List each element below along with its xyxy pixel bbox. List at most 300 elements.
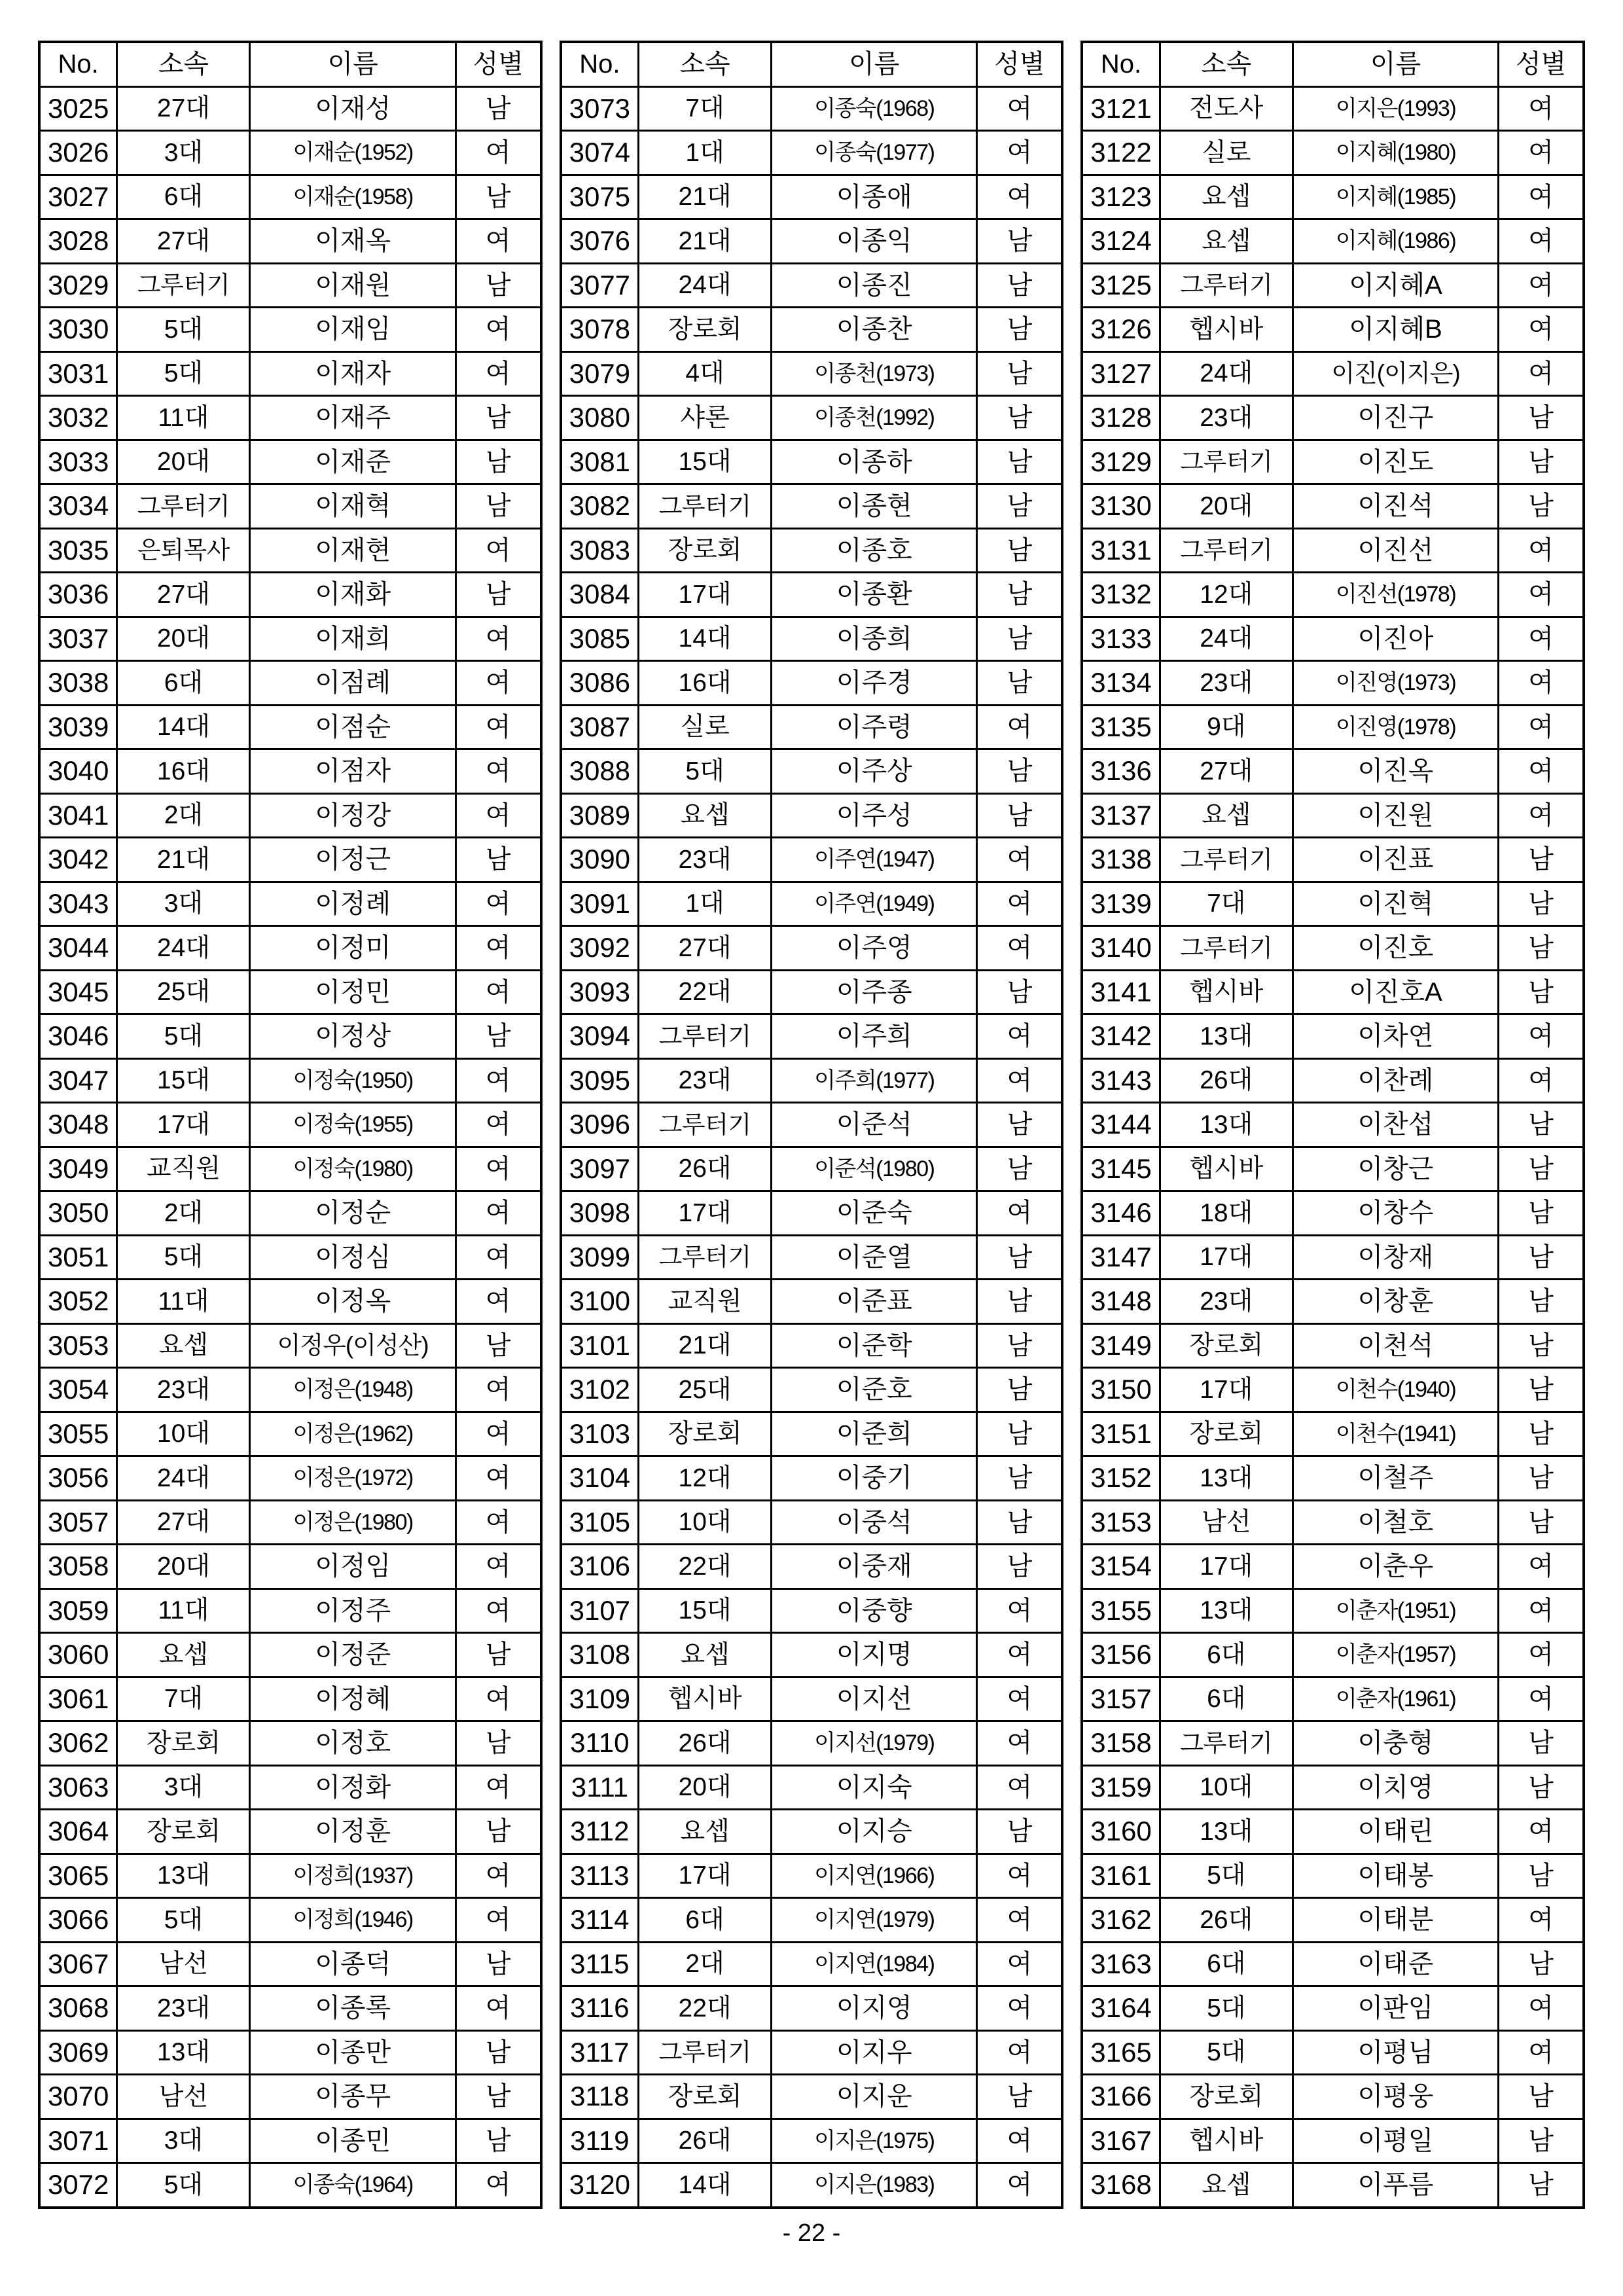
cell-name: 이철호 <box>1293 1500 1498 1545</box>
cell-affiliation: 샤론 <box>639 396 772 440</box>
cell-member-no: 3101 <box>561 1323 639 1368</box>
table-row <box>1082 1500 1584 1545</box>
cell-gender: 남 <box>977 351 1062 396</box>
cell-name: 이재성 <box>250 86 455 131</box>
cell-gender: 여 <box>455 1412 541 1456</box>
table-row <box>1082 2075 1584 2119</box>
table-row <box>1082 1368 1584 1412</box>
cell-gender: 남 <box>977 308 1062 352</box>
cell-affiliation: 그루터기 <box>639 1235 772 1280</box>
cell-affiliation: 13대 <box>1160 1014 1293 1059</box>
cell-member-no: 3044 <box>39 926 117 971</box>
cell-name: 이점자 <box>250 749 455 794</box>
table-row <box>561 1854 1063 1898</box>
cell-name: 이중석 <box>772 1500 977 1545</box>
cell-affiliation: 요셉 <box>1160 793 1293 838</box>
cell-affiliation: 그루터기 <box>639 2030 772 2075</box>
table-row <box>1082 2030 1584 2075</box>
cell-member-no: 3054 <box>39 1368 117 1412</box>
cell-member-no: 3107 <box>561 1588 639 1633</box>
cell-name: 이종숙(1977) <box>772 131 977 175</box>
cell-member-no: 3119 <box>561 2119 639 2163</box>
cell-member-no: 3064 <box>39 1810 117 1854</box>
table-row <box>39 175 541 219</box>
table-row <box>561 1810 1063 1854</box>
cell-affiliation: 요셉 <box>117 1633 250 1677</box>
cell-member-no: 3159 <box>1082 1765 1160 1810</box>
table-row <box>1082 1103 1584 1147</box>
cell-member-no: 3146 <box>1082 1191 1160 1236</box>
cell-affiliation: 23대 <box>117 1986 250 2031</box>
cell-affiliation: 그루터기 <box>117 263 250 308</box>
cell-gender: 여 <box>1499 661 1584 706</box>
cell-name: 이주령 <box>772 705 977 749</box>
cell-gender: 여 <box>977 1721 1062 1766</box>
cell-affiliation: 13대 <box>1160 1810 1293 1854</box>
cell-member-no: 3133 <box>1082 617 1160 661</box>
table-row <box>39 970 541 1014</box>
cell-gender: 여 <box>455 1456 541 1501</box>
cell-affiliation: 요셉 <box>1160 2163 1293 2208</box>
table-row <box>561 705 1063 749</box>
table-row <box>561 1368 1063 1412</box>
cell-name: 이종천(1973) <box>772 351 977 396</box>
cell-affiliation: 11대 <box>117 1280 250 1324</box>
cell-affiliation: 장로회 <box>1160 1323 1293 1368</box>
directory-column-1 <box>38 41 543 2209</box>
cell-name: 이정순 <box>250 1191 455 1236</box>
cell-name: 이진선 <box>1293 528 1498 573</box>
cell-gender: 여 <box>455 1235 541 1280</box>
cell-name: 이종천(1992) <box>772 396 977 440</box>
cell-name: 이재준 <box>250 440 455 484</box>
cell-affiliation: 4대 <box>639 351 772 396</box>
table-row <box>39 219 541 264</box>
cell-name: 이정희(1937) <box>250 1854 455 1898</box>
cell-member-no: 3097 <box>561 1147 639 1191</box>
table-row <box>1082 793 1584 838</box>
cell-affiliation: 23대 <box>1160 661 1293 706</box>
table-row <box>39 1412 541 1456</box>
column-header-no: No. <box>561 42 639 86</box>
cell-affiliation: 24대 <box>1160 351 1293 396</box>
table-row <box>1082 263 1584 308</box>
member-table-body-1 <box>39 86 541 2208</box>
cell-member-no: 3108 <box>561 1633 639 1677</box>
cell-member-no: 3156 <box>1082 1633 1160 1677</box>
cell-name: 이중재 <box>772 1545 977 1589</box>
cell-name: 이주성 <box>772 793 977 838</box>
cell-affiliation: 26대 <box>639 2119 772 2163</box>
cell-name: 이재주 <box>250 396 455 440</box>
cell-affiliation: 2대 <box>117 1191 250 1236</box>
cell-name: 이주희(1977) <box>772 1058 977 1103</box>
table-row <box>561 484 1063 529</box>
table-row <box>561 749 1063 794</box>
cell-name: 이종애 <box>772 175 977 219</box>
member-table-1 <box>38 41 543 2209</box>
cell-gender: 남 <box>977 219 1062 264</box>
directory-column-2 <box>560 41 1064 2209</box>
cell-member-no: 3145 <box>1082 1147 1160 1191</box>
cell-gender: 남 <box>977 1456 1062 1501</box>
cell-member-no: 3050 <box>39 1191 117 1236</box>
cell-name: 이정옥 <box>250 1280 455 1324</box>
cell-gender: 여 <box>455 1500 541 1545</box>
cell-affiliation: 17대 <box>1160 1545 1293 1589</box>
cell-affiliation: 5대 <box>639 749 772 794</box>
cell-affiliation: 26대 <box>639 1721 772 1766</box>
cell-member-no: 3039 <box>39 705 117 749</box>
table-row <box>1082 1014 1584 1059</box>
cell-member-no: 3077 <box>561 263 639 308</box>
table-row <box>561 131 1063 175</box>
cell-affiliation: 6대 <box>1160 1633 1293 1677</box>
cell-affiliation: 5대 <box>117 2163 250 2208</box>
cell-gender: 남 <box>1499 1854 1584 1898</box>
cell-gender: 남 <box>455 1810 541 1854</box>
cell-affiliation: 23대 <box>639 1058 772 1103</box>
table-row <box>39 396 541 440</box>
cell-affiliation: 3대 <box>117 131 250 175</box>
table-row <box>39 440 541 484</box>
cell-gender: 남 <box>1499 440 1584 484</box>
cell-affiliation: 18대 <box>1160 1191 1293 1236</box>
cell-affiliation: 13대 <box>117 1854 250 1898</box>
cell-member-no: 3065 <box>39 1854 117 1898</box>
cell-name: 이지은(1983) <box>772 2163 977 2208</box>
table-row <box>1082 749 1584 794</box>
cell-member-no: 3123 <box>1082 175 1160 219</box>
cell-member-no: 3127 <box>1082 351 1160 396</box>
cell-gender: 여 <box>455 617 541 661</box>
cell-affiliation: 실로 <box>639 705 772 749</box>
table-row <box>1082 1412 1584 1456</box>
cell-member-no: 3152 <box>1082 1456 1160 1501</box>
table-row <box>39 1942 541 1986</box>
cell-gender: 남 <box>455 440 541 484</box>
cell-name: 이지승 <box>772 1810 977 1854</box>
table-row <box>561 1545 1063 1589</box>
cell-gender: 남 <box>1499 1942 1584 1986</box>
table-row <box>561 1103 1063 1147</box>
cell-gender: 여 <box>455 705 541 749</box>
cell-affiliation: 요셉 <box>639 793 772 838</box>
cell-name: 이진호 <box>1293 926 1498 971</box>
cell-gender: 여 <box>1499 528 1584 573</box>
cell-gender: 여 <box>977 2119 1062 2163</box>
cell-gender: 여 <box>455 1147 541 1191</box>
table-row <box>561 1986 1063 2031</box>
cell-gender: 남 <box>977 1280 1062 1324</box>
cell-affiliation: 24대 <box>1160 617 1293 661</box>
cell-gender: 남 <box>977 1500 1062 1545</box>
table-row <box>1082 926 1584 971</box>
cell-gender: 남 <box>1499 1765 1584 1810</box>
cell-member-no: 3080 <box>561 396 639 440</box>
cell-member-no: 3147 <box>1082 1235 1160 1280</box>
cell-name: 이정근 <box>250 838 455 882</box>
cell-affiliation: 16대 <box>117 749 250 794</box>
cell-name: 이정주 <box>250 1588 455 1633</box>
cell-gender: 여 <box>1499 1058 1584 1103</box>
table-row <box>561 1412 1063 1456</box>
cell-gender: 여 <box>1499 793 1584 838</box>
cell-name: 이종호 <box>772 528 977 573</box>
table-row <box>1082 1721 1584 1766</box>
cell-member-no: 3078 <box>561 308 639 352</box>
cell-member-no: 3143 <box>1082 1058 1160 1103</box>
table-row <box>39 1103 541 1147</box>
cell-member-no: 3038 <box>39 661 117 706</box>
cell-gender: 여 <box>455 1898 541 1943</box>
cell-gender: 여 <box>977 926 1062 971</box>
cell-affiliation: 15대 <box>639 1588 772 1633</box>
cell-name: 이치영 <box>1293 1765 1498 1810</box>
cell-member-no: 3041 <box>39 793 117 838</box>
cell-member-no: 3083 <box>561 528 639 573</box>
cell-gender: 남 <box>1499 484 1584 529</box>
cell-affiliation: 11대 <box>117 396 250 440</box>
cell-member-no: 3124 <box>1082 219 1160 264</box>
cell-name: 이정숙(1955) <box>250 1103 455 1147</box>
cell-name: 이지혜(1985) <box>1293 175 1498 219</box>
cell-member-no: 3058 <box>39 1545 117 1589</box>
cell-gender: 남 <box>1499 1500 1584 1545</box>
cell-name: 이점례 <box>250 661 455 706</box>
cell-member-no: 3128 <box>1082 396 1160 440</box>
cell-affiliation: 20대 <box>117 617 250 661</box>
cell-member-no: 3121 <box>1082 86 1160 131</box>
cell-affiliation: 14대 <box>639 2163 772 2208</box>
cell-member-no: 3157 <box>1082 1677 1160 1721</box>
cell-gender: 여 <box>455 1368 541 1412</box>
cell-name: 이종만 <box>250 2030 455 2075</box>
cell-name: 이진영(1978) <box>1293 705 1498 749</box>
cell-affiliation: 16대 <box>639 661 772 706</box>
cell-member-no: 3091 <box>561 882 639 926</box>
cell-affiliation: 3대 <box>117 2119 250 2163</box>
cell-gender: 여 <box>977 1058 1062 1103</box>
table-row <box>561 2030 1063 2075</box>
cell-name: 이정강 <box>250 793 455 838</box>
table-row <box>561 2163 1063 2208</box>
cell-gender: 여 <box>977 1942 1062 1986</box>
cell-affiliation: 교직원 <box>117 1147 250 1191</box>
cell-gender: 여 <box>1499 86 1584 131</box>
cell-affiliation: 그루터기 <box>1160 440 1293 484</box>
cell-member-no: 3103 <box>561 1412 639 1456</box>
cell-name: 이주영 <box>772 926 977 971</box>
page-number: - 22 - <box>782 2219 841 2247</box>
table-row <box>1082 1765 1584 1810</box>
cell-affiliation: 25대 <box>117 970 250 1014</box>
table-row <box>1082 1633 1584 1677</box>
table-row <box>39 749 541 794</box>
cell-gender: 여 <box>1499 1633 1584 1677</box>
table-row <box>1082 1545 1584 1589</box>
cell-gender: 남 <box>977 749 1062 794</box>
cell-affiliation: 24대 <box>117 926 250 971</box>
member-table-body-3 <box>1082 86 1584 2208</box>
cell-gender: 남 <box>455 2075 541 2119</box>
cell-member-no: 3141 <box>1082 970 1160 1014</box>
cell-name: 이종찬 <box>772 308 977 352</box>
cell-name: 이정은(1980) <box>250 1500 455 1545</box>
cell-member-no: 3120 <box>561 2163 639 2208</box>
cell-affiliation: 13대 <box>1160 1456 1293 1501</box>
table-row <box>1082 1147 1584 1191</box>
cell-affiliation: 23대 <box>1160 1280 1293 1324</box>
cell-affiliation: 12대 <box>1160 573 1293 617</box>
cell-name: 이진구 <box>1293 396 1498 440</box>
cell-gender: 여 <box>1499 175 1584 219</box>
table-row <box>561 1235 1063 1280</box>
cell-member-no: 3092 <box>561 926 639 971</box>
cell-gender: 남 <box>1499 1456 1584 1501</box>
cell-member-no: 3089 <box>561 793 639 838</box>
cell-gender: 남 <box>977 2075 1062 2119</box>
cell-member-no: 3067 <box>39 1942 117 1986</box>
cell-gender: 여 <box>977 1986 1062 2031</box>
cell-name: 이춘자(1961) <box>1293 1677 1498 1721</box>
cell-name: 이준석 <box>772 1103 977 1147</box>
cell-gender: 여 <box>977 175 1062 219</box>
cell-name: 이진표 <box>1293 838 1498 882</box>
cell-gender: 남 <box>977 528 1062 573</box>
cell-gender: 여 <box>977 1633 1062 1677</box>
table-row <box>39 1633 541 1677</box>
cell-name: 이정임 <box>250 1545 455 1589</box>
table-row <box>39 1456 541 1501</box>
cell-member-no: 3074 <box>561 131 639 175</box>
cell-member-no: 3144 <box>1082 1103 1160 1147</box>
table-row <box>561 882 1063 926</box>
cell-affiliation: 25대 <box>639 1368 772 1412</box>
cell-name: 이주상 <box>772 749 977 794</box>
cell-gender: 여 <box>977 882 1062 926</box>
table-row <box>39 2163 541 2208</box>
table-row <box>561 1898 1063 1943</box>
cell-member-no: 3167 <box>1082 2119 1160 2163</box>
cell-name: 이재희 <box>250 617 455 661</box>
cell-name: 이지연(1984) <box>772 1942 977 1986</box>
cell-gender: 여 <box>1499 131 1584 175</box>
cell-affiliation: 그루터기 <box>1160 263 1293 308</box>
cell-affiliation: 2대 <box>639 1942 772 1986</box>
table-row <box>39 1368 541 1412</box>
table-row <box>561 1942 1063 1986</box>
cell-name: 이정숙(1980) <box>250 1147 455 1191</box>
column-header-name: 이름 <box>250 42 455 86</box>
cell-affiliation: 17대 <box>117 1103 250 1147</box>
cell-name: 이지운 <box>772 2075 977 2119</box>
cell-member-no: 3136 <box>1082 749 1160 794</box>
cell-name: 이창재 <box>1293 1235 1498 1280</box>
cell-name: 이진옥 <box>1293 749 1498 794</box>
cell-affiliation: 장로회 <box>117 1810 250 1854</box>
cell-member-no: 3069 <box>39 2030 117 2075</box>
table-row <box>561 1633 1063 1677</box>
cell-name: 이재혁 <box>250 484 455 529</box>
cell-member-no: 3084 <box>561 573 639 617</box>
cell-name: 이종민 <box>250 2119 455 2163</box>
cell-gender: 남 <box>1499 926 1584 971</box>
cell-name: 이종하 <box>772 440 977 484</box>
cell-name: 이지은(1993) <box>1293 86 1498 131</box>
table-row <box>1082 970 1584 1014</box>
table-row <box>561 793 1063 838</box>
cell-gender: 남 <box>977 661 1062 706</box>
table-row <box>39 1721 541 1766</box>
cell-name: 이정심 <box>250 1235 455 1280</box>
cell-gender: 남 <box>977 617 1062 661</box>
cell-affiliation: 26대 <box>639 1147 772 1191</box>
table-row <box>39 1898 541 1943</box>
table-row <box>561 1147 1063 1191</box>
cell-gender: 여 <box>1499 617 1584 661</box>
table-row <box>1082 1235 1584 1280</box>
table-row <box>39 1810 541 1854</box>
table-header-row <box>1082 42 1584 86</box>
cell-name: 이지우 <box>772 2030 977 2075</box>
cell-name: 이종숙(1964) <box>250 2163 455 2208</box>
table-row <box>1082 1058 1584 1103</box>
cell-affiliation: 3대 <box>117 882 250 926</box>
table-row <box>1082 2119 1584 2163</box>
cell-affiliation: 장로회 <box>639 1412 772 1456</box>
cell-name: 이종무 <box>250 2075 455 2119</box>
cell-affiliation: 6대 <box>117 175 250 219</box>
table-row <box>561 1058 1063 1103</box>
cell-gender: 남 <box>977 1810 1062 1854</box>
column-header-no: No. <box>1082 42 1160 86</box>
cell-affiliation: 13대 <box>1160 1103 1293 1147</box>
cell-member-no: 3070 <box>39 2075 117 2119</box>
cell-gender: 여 <box>977 1898 1062 1943</box>
cell-affiliation: 요셉 <box>117 1323 250 1368</box>
table-row <box>1082 705 1584 749</box>
cell-member-no: 3046 <box>39 1014 117 1059</box>
table-row <box>39 573 541 617</box>
table-row <box>39 1545 541 1589</box>
table-row <box>1082 1280 1584 1324</box>
member-table-2 <box>560 41 1064 2209</box>
cell-affiliation: 9대 <box>1160 705 1293 749</box>
cell-name: 이푸름 <box>1293 2163 1498 2208</box>
cell-gender: 여 <box>455 793 541 838</box>
cell-name: 이태분 <box>1293 1898 1498 1943</box>
cell-name: 이태준 <box>1293 1942 1498 1986</box>
cell-gender: 여 <box>455 2163 541 2208</box>
cell-name: 이재현 <box>250 528 455 573</box>
cell-affiliation: 17대 <box>639 1191 772 1236</box>
cell-member-no: 3055 <box>39 1412 117 1456</box>
cell-member-no: 3075 <box>561 175 639 219</box>
cell-gender: 여 <box>1499 1588 1584 1633</box>
cell-gender: 여 <box>455 970 541 1014</box>
cell-member-no: 3149 <box>1082 1323 1160 1368</box>
cell-member-no: 3062 <box>39 1721 117 1766</box>
cell-gender: 여 <box>977 1588 1062 1633</box>
cell-gender: 남 <box>455 263 541 308</box>
table-row <box>39 1854 541 1898</box>
cell-gender: 남 <box>455 396 541 440</box>
cell-affiliation: 15대 <box>117 1058 250 1103</box>
table-row <box>39 1191 541 1236</box>
cell-affiliation: 5대 <box>117 1898 250 1943</box>
cell-affiliation: 그루터기 <box>639 1014 772 1059</box>
